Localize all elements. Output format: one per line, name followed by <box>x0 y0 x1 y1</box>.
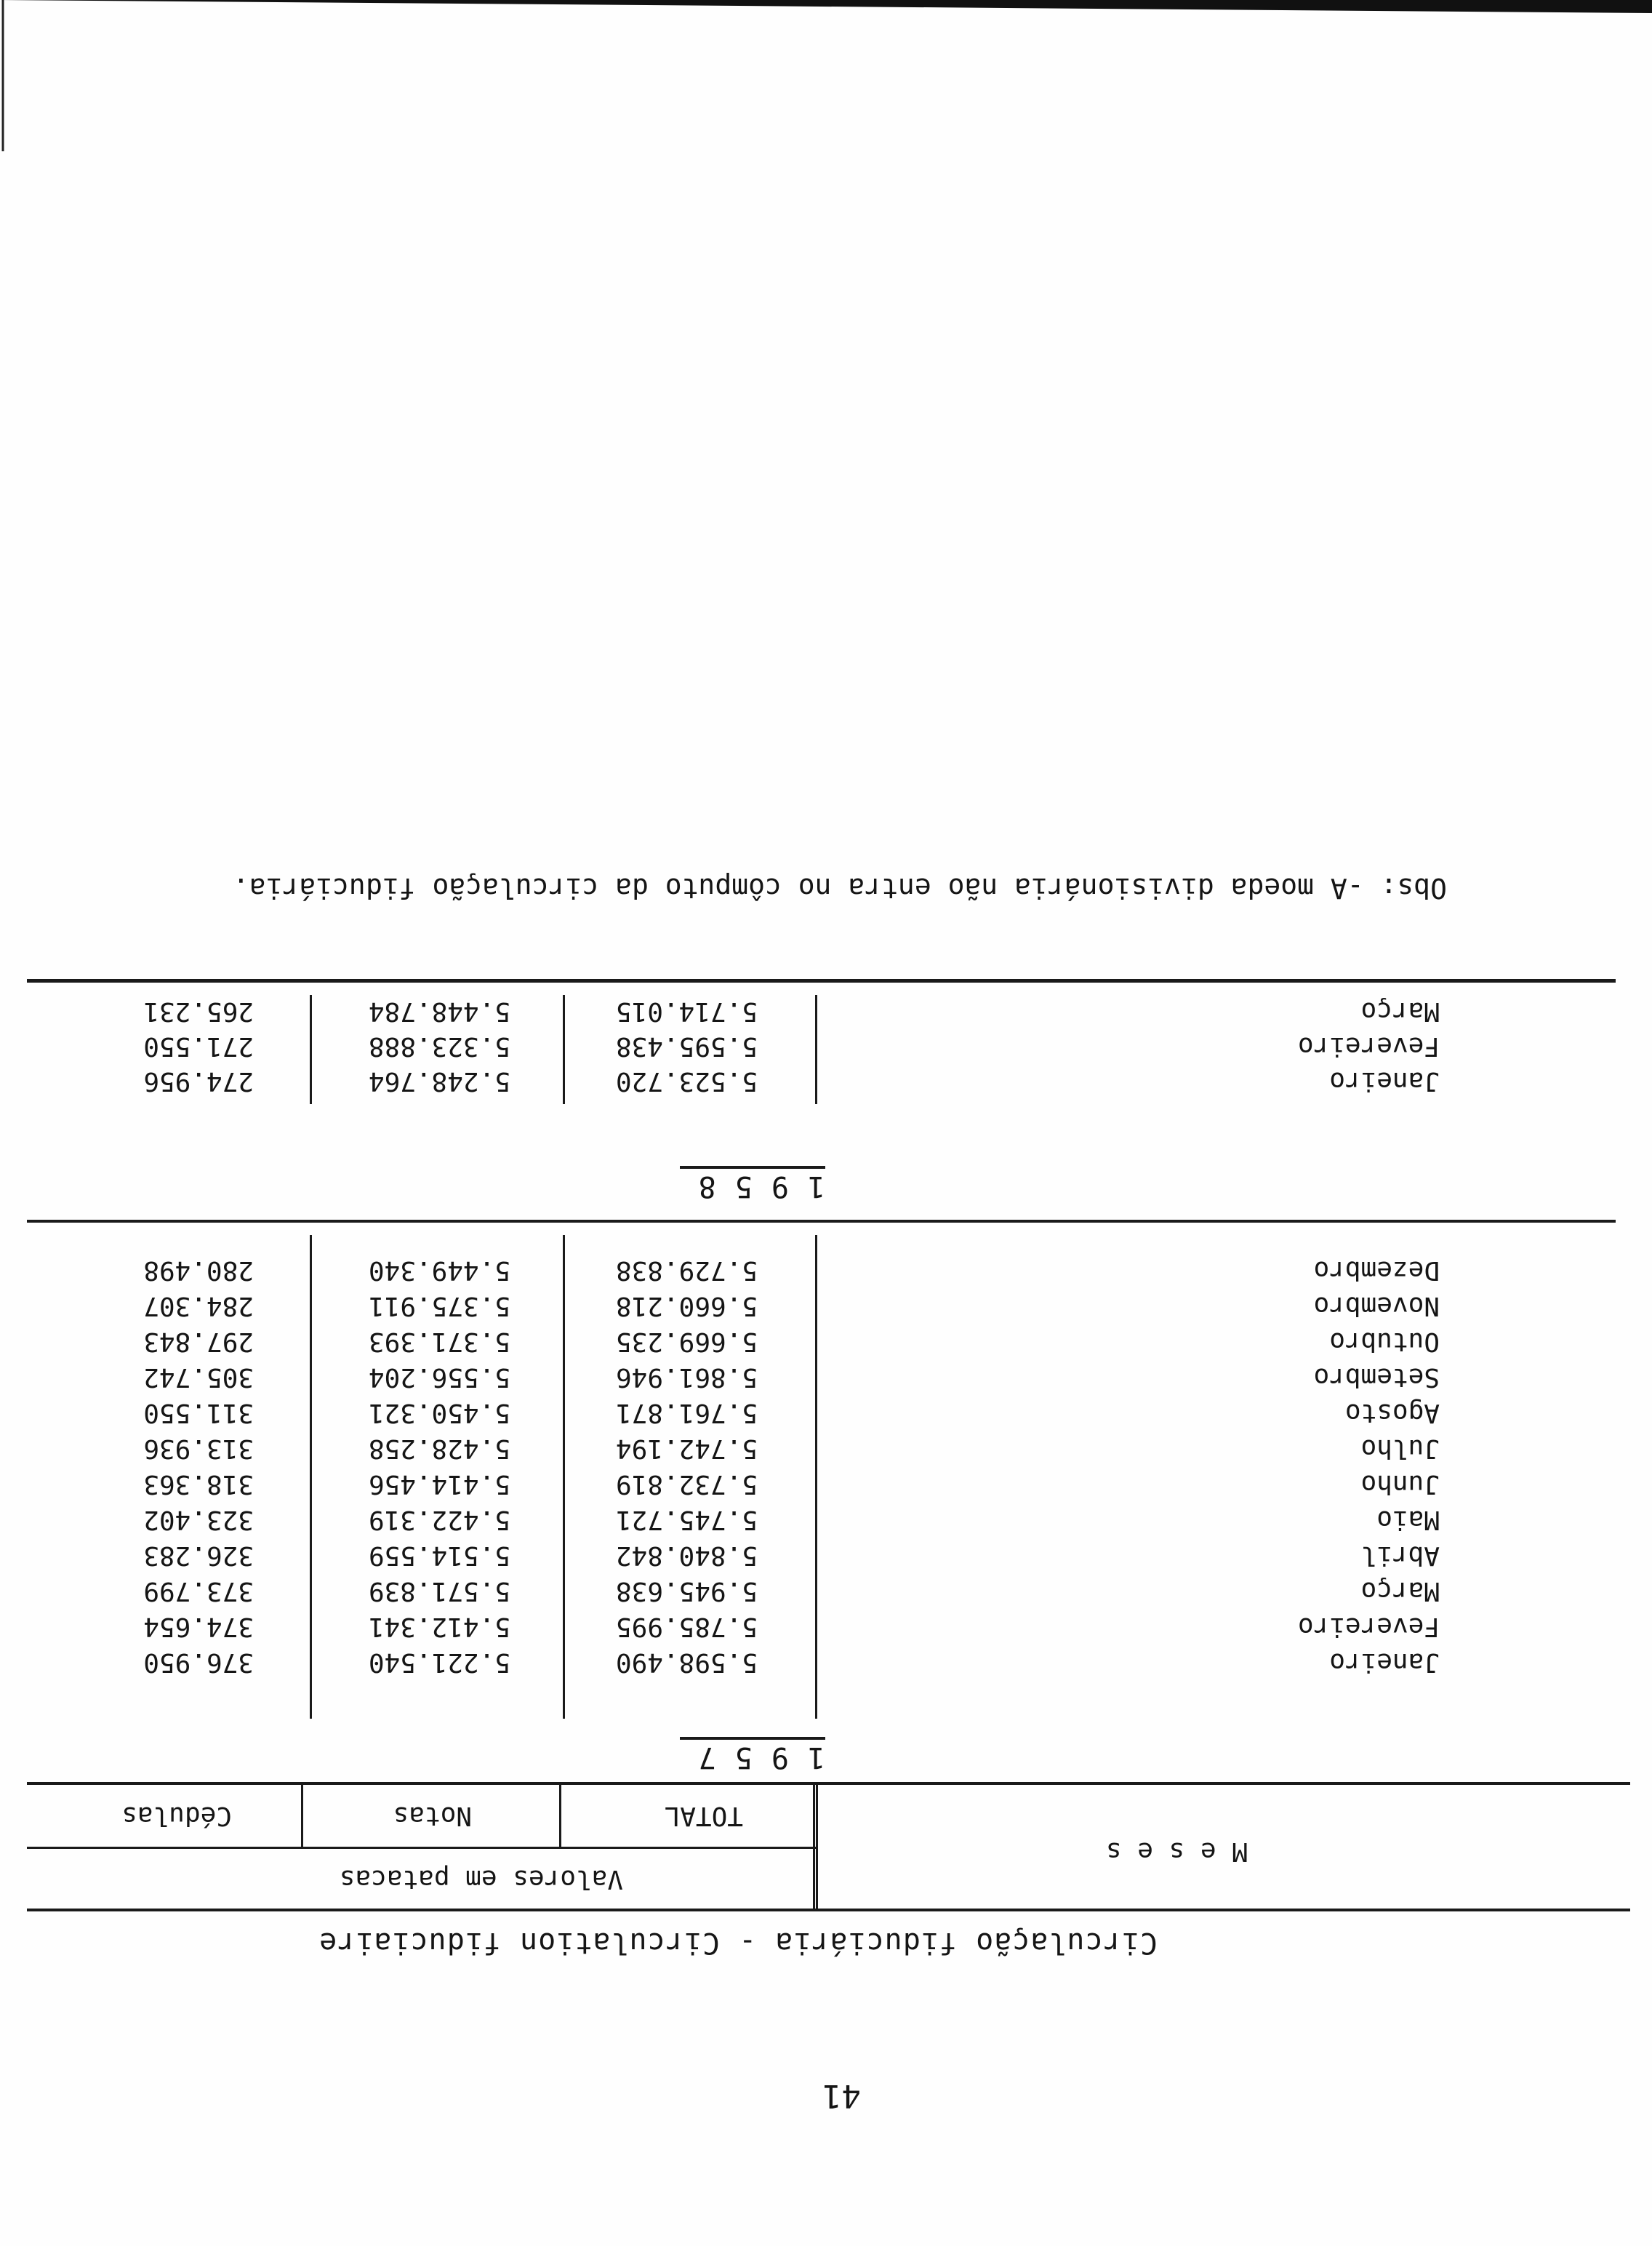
cedulas-cell: 311.550 <box>143 1398 254 1428</box>
notas-cell: 5.412.341 <box>368 1612 510 1642</box>
body-col-divider-1b <box>815 1235 817 1351</box>
notas-cell: 5.450.321 <box>368 1398 510 1428</box>
year-heading-1958: 1958 <box>680 1166 825 1202</box>
cedulas-cell: 297.843 <box>143 1327 254 1356</box>
months-header: M e s e s <box>1105 1837 1248 1866</box>
month-cell: Junho <box>1360 1469 1440 1499</box>
cedulas-cell: 305.742 <box>143 1362 254 1392</box>
cedulas-cell: 265.231 <box>143 996 254 1026</box>
total-cell: 5.742.194 <box>615 1434 758 1463</box>
month-cell: Agosto <box>1344 1398 1440 1428</box>
month-cell: Abril <box>1360 1540 1440 1570</box>
cedulas-cell: 318.363 <box>143 1469 254 1499</box>
total-cell: 5.785.995 <box>615 1612 758 1642</box>
body-col-divider-2c <box>563 995 565 1104</box>
body-col-divider-1c <box>815 995 817 1104</box>
cedulas-cell: 326.283 <box>143 1540 254 1570</box>
notas-cell: 5.323.888 <box>368 1031 510 1061</box>
notas-cell: 5.428.258 <box>368 1434 510 1463</box>
section-rule-1957 <box>27 1220 1616 1223</box>
notas-cell: 5.221.540 <box>368 1647 510 1677</box>
notas-cell: 5.248.764 <box>368 1066 510 1096</box>
values-rule <box>27 1847 816 1849</box>
cedulas-cell: 284.307 <box>143 1291 254 1321</box>
col-notas-header: Notas <box>393 1801 472 1831</box>
month-cell: Setembro <box>1313 1362 1440 1392</box>
month-cell: Fevereiro <box>1297 1612 1440 1642</box>
total-cell: 5.669.235 <box>615 1327 758 1356</box>
year-heading-1957: 1957 <box>680 1737 825 1773</box>
header-col-divider-2 <box>301 1785 303 1847</box>
cedulas-cell: 274.956 <box>143 1066 254 1096</box>
total-cell: 5.732.819 <box>615 1469 758 1499</box>
notas-cell: 5.371.393 <box>368 1327 510 1356</box>
header-bottom-rule <box>27 1782 1630 1785</box>
body-col-divider-2 <box>563 1351 565 1719</box>
notas-cell: 5.414.456 <box>368 1469 510 1499</box>
cedulas-cell: 313.936 <box>143 1434 254 1463</box>
col-cedulas-header: Cédulas <box>121 1801 232 1831</box>
cedulas-cell: 280.498 <box>143 1255 254 1285</box>
total-cell: 5.745.721 <box>615 1505 758 1535</box>
cedulas-cell: 271.550 <box>143 1031 254 1061</box>
total-cell: 5.598.490 <box>615 1647 758 1677</box>
header-col-divider-1 <box>559 1785 561 1847</box>
notas-cell: 5.448.784 <box>368 996 510 1026</box>
total-cell: 5.945.638 <box>615 1576 758 1606</box>
total-cell: 5.861.946 <box>615 1362 758 1392</box>
body-col-divider-2b <box>563 1235 565 1351</box>
month-cell: Março <box>1360 996 1440 1026</box>
total-cell: 5.729.838 <box>615 1255 758 1285</box>
total-cell: 5.523.720 <box>615 1066 758 1096</box>
month-cell: Março <box>1360 1576 1440 1606</box>
body-col-divider-1 <box>815 1351 817 1719</box>
notas-cell: 5.422.319 <box>368 1505 510 1535</box>
notas-cell: 5.449.340 <box>368 1255 510 1285</box>
total-cell: 5.840.842 <box>615 1540 758 1570</box>
month-cell: Outubro <box>1329 1327 1440 1356</box>
table-top-rule <box>27 1909 1630 1911</box>
body-col-divider-3b <box>310 1235 312 1351</box>
month-cell: Janeiro <box>1329 1066 1440 1096</box>
cedulas-cell: 323.402 <box>143 1505 254 1535</box>
notas-cell: 5.571.839 <box>368 1576 510 1606</box>
notas-cell: 5.514.559 <box>368 1540 510 1570</box>
total-cell: 5.714.015 <box>615 996 758 1026</box>
page-number: 41 <box>822 2077 861 2114</box>
month-cell: Maio <box>1376 1505 1440 1535</box>
cedulas-cell: 374.654 <box>143 1612 254 1642</box>
notas-cell: 5.556.204 <box>368 1362 510 1392</box>
notas-cell: 5.375.911 <box>368 1291 510 1321</box>
footnote: Obs: -A moeda divisionária não entra no cômputo da circulação fiduciária. <box>232 872 1447 904</box>
body-col-divider-3 <box>310 1351 312 1719</box>
total-cell: 5.595.438 <box>615 1031 758 1061</box>
col-total-header: TOTAL <box>664 1801 743 1831</box>
month-cell: Julho <box>1360 1434 1440 1463</box>
cedulas-cell: 376.950 <box>143 1647 254 1677</box>
cedulas-cell: 373.799 <box>143 1576 254 1606</box>
table-title: Circulação fiduciária - Circulation fiduciaire <box>318 1926 1158 1959</box>
month-cell: Dezembro <box>1313 1255 1440 1285</box>
total-cell: 5.761.871 <box>615 1398 758 1428</box>
body-col-divider-3c <box>310 995 312 1104</box>
values-header: Valores em patacas <box>339 1864 623 1894</box>
month-cell: Janeiro <box>1329 1647 1440 1677</box>
header-divider <box>816 1785 818 1910</box>
table-bottom-rule <box>27 979 1616 983</box>
month-cell: Fevereiro <box>1297 1031 1440 1061</box>
total-cell: 5.660.218 <box>615 1291 758 1321</box>
month-cell: Novembro <box>1313 1291 1440 1321</box>
